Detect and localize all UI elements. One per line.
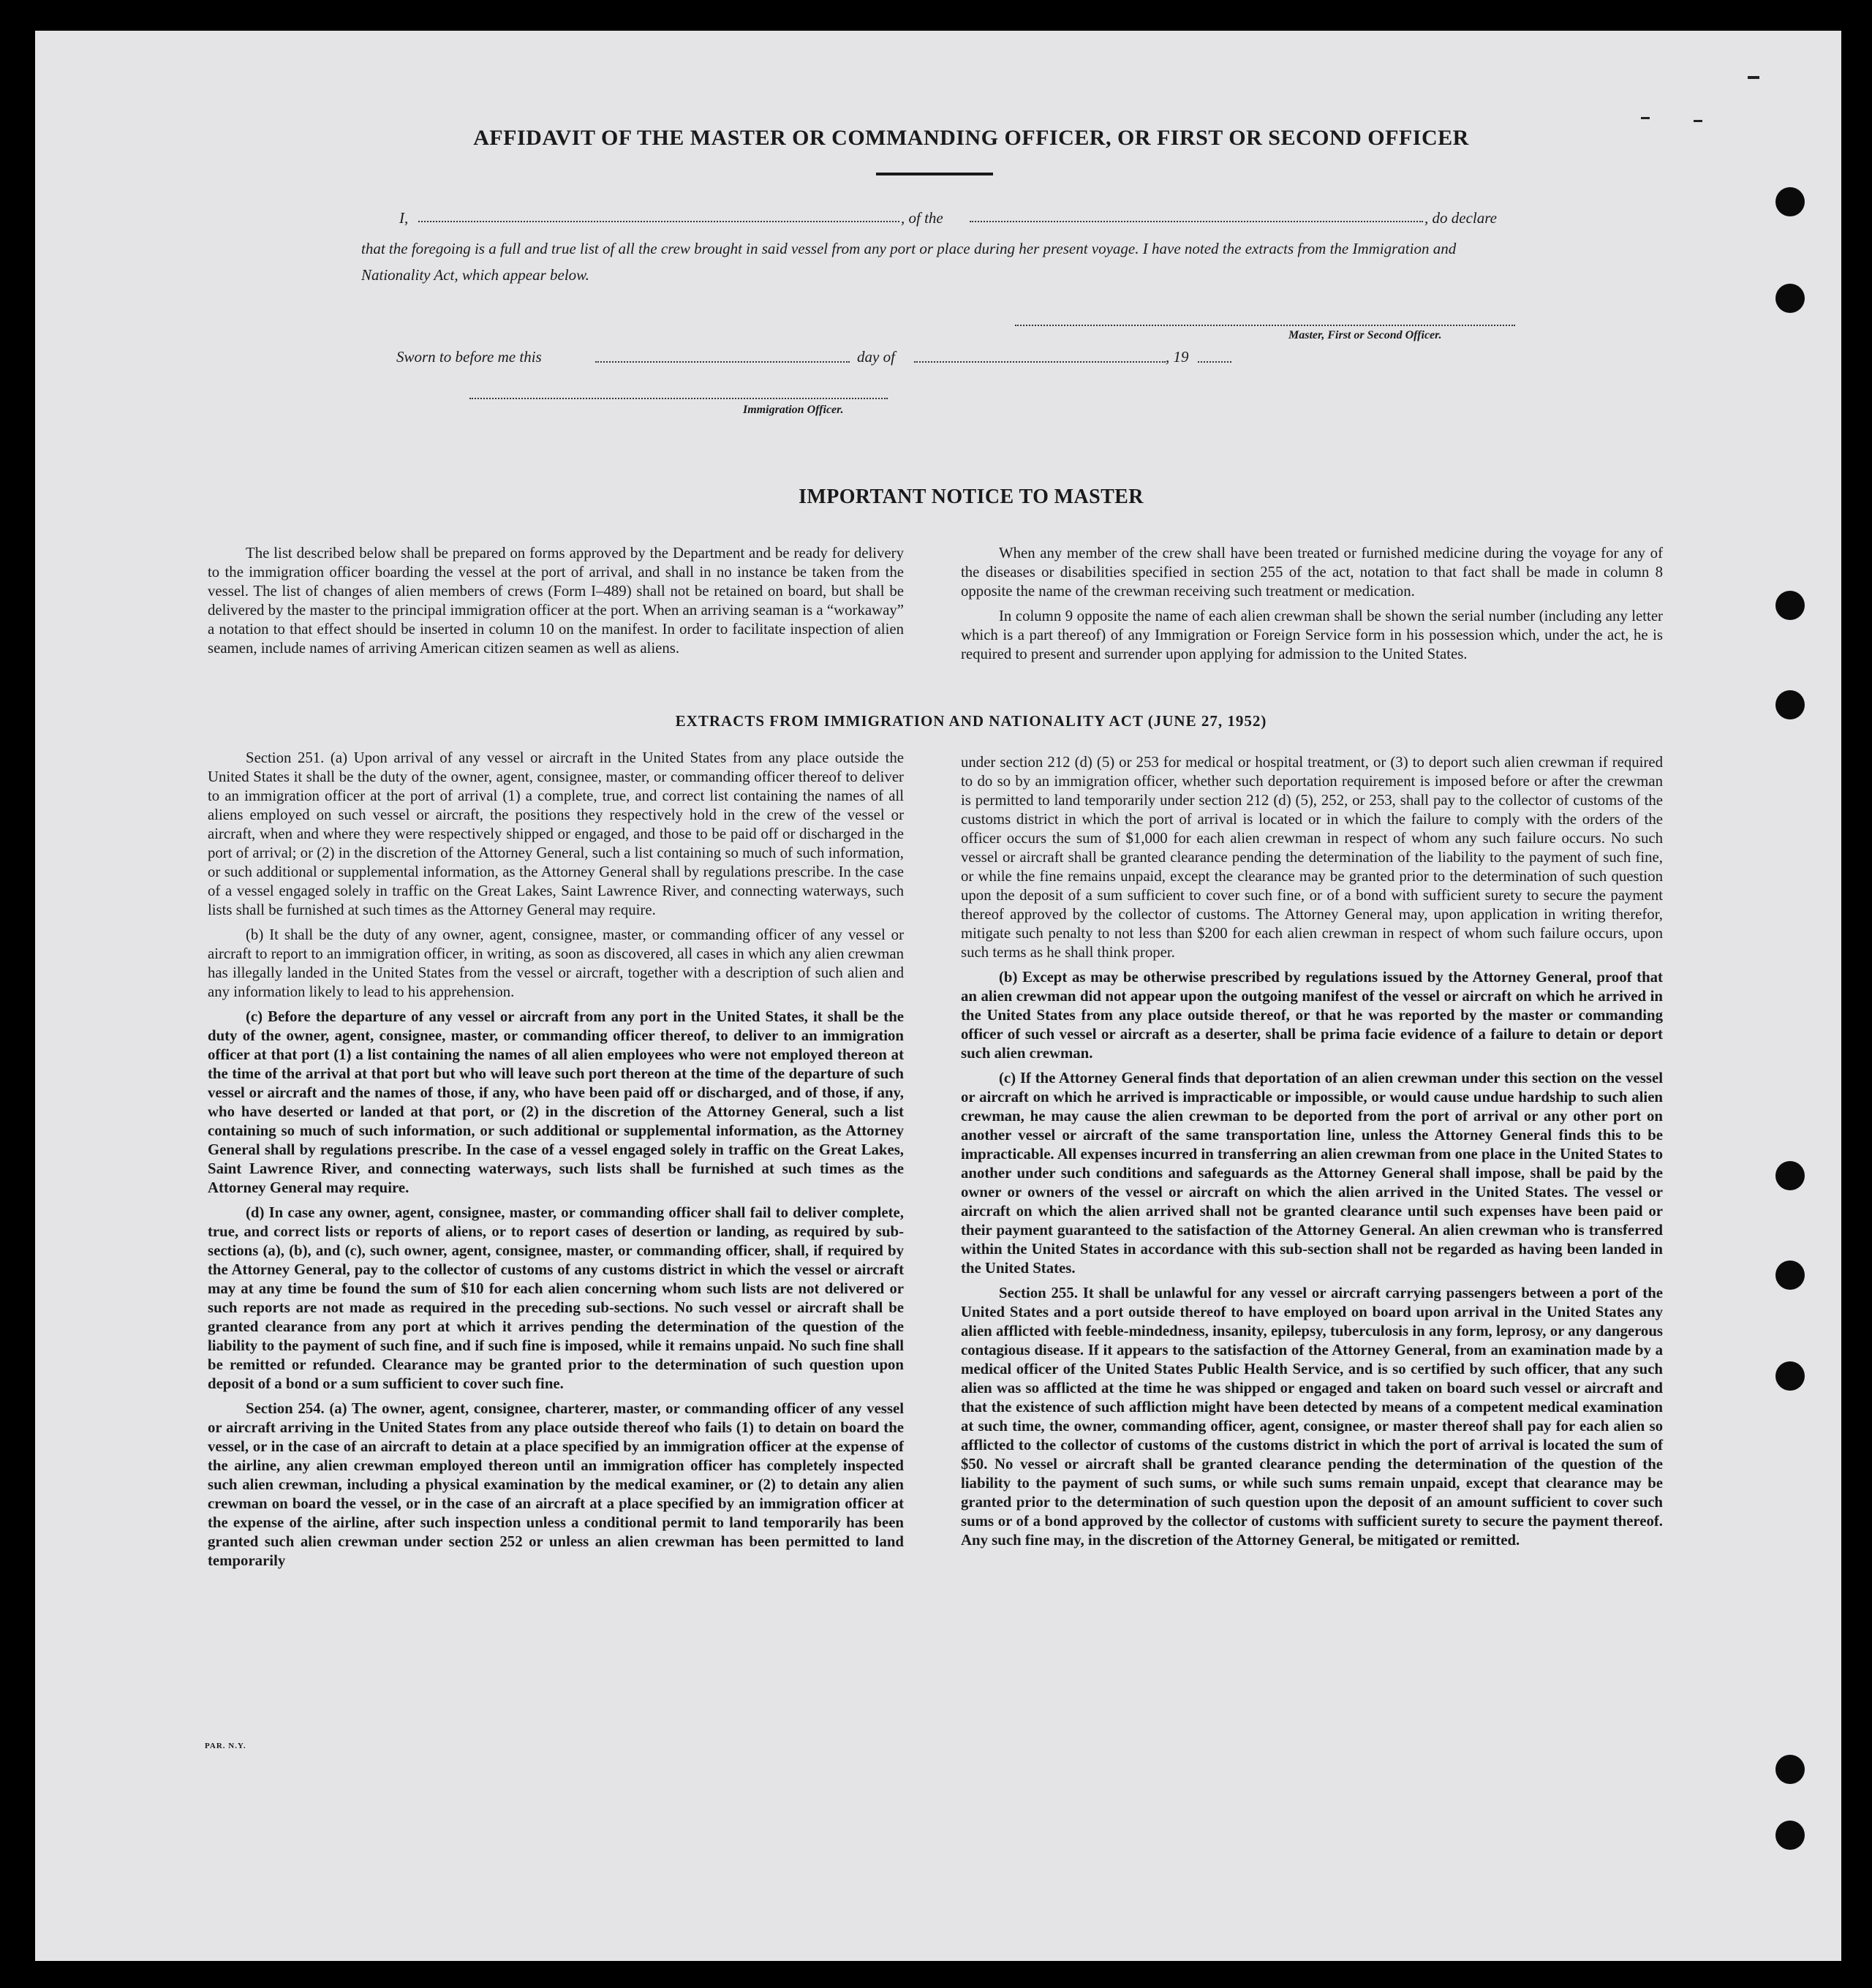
section-251d: (d) In case any owner, agent, consignee, master, or commanding officer shall fail to deliver complete, true, and correct lists or reports of aliens, or to report cases of desertion or landing, as required by sub-sections (a), (b), and (c), such owner, agent, consignee, master, or commanding officer, shall, if required by the Attorney General, pay to the collector of customs of any customs district in which the vessel or aircraft may at any time be found the sum of $10 for each alien concerning whom such lists are not delivered or such reports are not made as required in the preceding sub-sections. No such vessel or aircraft shall be granted clearance from any port at which it arrives pending the determination of the question of the liability to the payment of such fine, and if such fine is imposed, while it remains unpaid. No such fine shall be remitted or refunded. Clearance may be granted prior to the determination of such question upon deposit of a bond or a sum sufficient to cover such fine. (208, 1204, 904, 1392)
scan-mark (1694, 120, 1702, 122)
page-title: AFFIDAVIT OF THE MASTER OR COMMANDING OFFICER, OR FIRST OR SECOND OFFICER (473, 126, 1469, 150)
sworn-month-field[interactable] (914, 361, 1166, 363)
extracts-left-column (208, 749, 904, 1576)
binder-hole (1775, 1161, 1805, 1190)
section-254b: (b) Except as may be otherwise prescribed by regulations issued by the Attorney General, proof that an alien crewman did not appear upon the outgoing manifest of the vessel or aircraft on which he arrived in the United States from any place outside thereof, or that he was reported by the master or commanding officer of such vessel or aircraft as a deserter, shall be prima facie evidence of a failure to detain or deport such alien crewman. (961, 969, 1663, 1062)
sworn-year-field[interactable] (1198, 361, 1231, 363)
year-label: , 19 (1166, 348, 1189, 366)
binder-hole (1775, 1821, 1805, 1850)
notice-right-column (961, 544, 1663, 670)
of-the-label: , of the (901, 209, 943, 227)
binder-hole (1775, 1361, 1805, 1391)
binder-hole (1775, 1755, 1805, 1784)
section-255: Section 255. It shall be unlawful for any vessel or aircraft carrying passengers between a port of the United States and a port outside thereof to have employed on board upon arrival in the United States any alien afflicted with feeble-mindedness, insanity, epilepsy, tuberculosis in any form, leprosy, or any dangerous contagious disease. If it appears to the satisfaction of the Attorney General, from an examination made by a medical officer of the United States Public Health Service, and is so certified by such officer, that any such alien was so afflicted at the time he was shipped or engaged and taken on board such vessel or aircraft and that the existence of such affliction might have been detected by means of a competent medical examination at such time, the owner, commanding officer, agent, consignee, or master thereof shall pay for each alien so afflicted to the collector of customs of the customs district in which the port of arrival is located the sum of $50. No vessel or aircraft shall be granted clearance pending the determination of the question of the liability to the payment of such sums, or while such sums remain unpaid, except that clearance may be granted prior to the determination of such question upon the deposit of an amount sufficient to cover such sums or of a bond approved by the collector of customs with sufficient surety to secure the payment thereof. Any such fine may, in the discretion of the Attorney General, be mitigated or remitted. (961, 1285, 1663, 1549)
section-251a: Section 251. (a) Upon arrival of any vessel or aircraft in the United States from any place outside the United States it shall be the duty of the owner, agent, consignee, master, or commanding officer thereof to deliver to an immigration officer at the port of arrival (1) a complete, true, and correct list containing the names of all aliens employed on such vessel or aircraft, the positions they respectively hold in the crew of the vessel or aircraft, when and where they were respectively shipped or engaged, and those to be paid off or discharged in the port of arrival; or (2) in the discretion of the Attorney General, such a list containing so much of such information, or such additional or supplemental information, as the Attorney General shall by regulations prescribe. In the case of a vessel engaged solely in traffic on the Great Lakes, Saint Lawrence River, and connecting waterways, such lists shall be furnished at such times as the Attorney General may require. (208, 749, 904, 918)
binder-hole (1775, 284, 1805, 313)
sworn-day-field[interactable] (595, 361, 850, 363)
section-251b: (b) It shall be the duty of any owner, agent, consignee, master, or commanding officer of any vessel or aircraft to report to an immigration officer, in writing, as soon as discovered, all cases in which any alien crewman has illegally landed in the United States from the vessel or aircraft, together with a description of such alien and any information likely to lead to his apprehension. (208, 926, 904, 1000)
affidavit-i-label: I, (399, 209, 409, 227)
section-254c: (c) If the Attorney General finds that deportation of an alien crewman under this section on the vessel or aircraft on which he arrived is impracticable or impossible, or would cause undue hardship to such alien crewman, he may cause the alien crewman to be deported from the port of arrival or any other port on another vessel or aircraft of the same transportation line, unless the Attorney General finds this to be impracticable. All expenses incurred in transferring an alien crewman from one place in the United States to another under such conditions and safeguards as the Attorney General shall impose, shall be paid by the owner or owners of the vessel or aircraft on which the alien arrived in the United States. The vessel or aircraft on which the alien arrived shall not be granted clearance until such expenses have been paid or their payment guaranteed to the satisfaction of the Attorney General. An alien crewman who is transferred within the United States in accordance with this sub-section shall not be regarded as having been landed in the United States. (961, 1070, 1663, 1277)
sworn-label: Sworn to before me this (396, 348, 542, 366)
notice-left-column (208, 544, 904, 664)
officer-signature-field[interactable] (469, 398, 888, 399)
vessel-field[interactable] (970, 221, 1423, 222)
title-rule (876, 173, 993, 175)
section-254a: Section 254. (a) The owner, agent, consignee, charterer, master, or commanding officer of any vessel or aircraft arriving in the United States from any place outside thereof who fails (1) to detain on board the vessel, or in the case of an aircraft to detain at a place specified by an immigration officer at the expense of the airline, any alien crewman employed thereon until an immigration officer has completely inspected such alien crewman, including a physical examination by the medical examiner, or (2) to detain any alien crewman on board the vessel, or in the case of an aircraft at a place specified by an immigration officer at the expense of the airline, after such inspection unless a conditional permit to land temporarily has been granted such alien crewman under section 252 or unless an alien crewman has been permitted to land temporarily (208, 1400, 904, 1569)
day-of-label: day of (857, 348, 895, 366)
master-signature-label: Master, First or Second Officer. (1288, 329, 1442, 341)
master-signature-field[interactable] (1015, 325, 1515, 326)
binder-hole (1775, 1261, 1805, 1290)
extracts-heading: EXTRACTS FROM IMMIGRATION AND NATIONALITY ACT (JUNE 27, 1952) (675, 712, 1267, 730)
printer-mark: PAR. N.Y. (205, 1742, 246, 1750)
declaration-text: that the foregoing is a full and true list of all the crew brought in said vessel from any port or place during her present voyage. I have noted the extracts from the Immigration and Nationality Act, which appear below. (361, 240, 1457, 284)
scan-mark (1641, 117, 1650, 119)
binder-hole (1775, 187, 1805, 216)
notice-paragraph: In column 9 opposite the name of each alien crewman shall be shown the serial number (including any letter which is a part thereof) of any Immigration or Foreign Service form in his possession which, under the act, he is required to present and surrender upon applying for admission to the United States. (961, 608, 1663, 662)
notice-paragraph: The list described below shall be prepared on forms approved by the Department and be ready for delivery to the immigration officer boarding the vessel at the port of arrival, and shall in no instance be taken from the vessel. The list of changes of alien members of crews (Form I–489) shall not be retained on board, but shall be delivered by the master to the principal immigration officer at the port. When an arriving seaman is a “workaway” a notation to that effect should be inserted in column 10 on the manifest. In order to facilitate inspection of alien seamen, include names of arriving American citizen seamen as well as aliens. (208, 545, 904, 657)
section-251c: (c) Before the departure of any vessel or aircraft from any port in the United States, it shall be the duty of the owner, agent, consignee, master, or commanding officer thereof, to deliver to an immigration officer at that port (1) a list containing the names of all alien employees who were not employed thereon at the time of the arrival at that port but who will leave such port thereon at the time of the departure of such vessel or aircraft and the names of those, if any, who have been paid off or discharged, and of those, if any, who have deserted or landed at that port, or (2) in the discretion of the Attorney General, such a list containing so much of such information, or such additional or supplemental information, as the Attorney General shall by regulations prescribe. In the case of a vessel engaged solely in traffic on the Great Lakes, Saint Lawrence River, and connecting waterways, such lists shall be furnished at such times as the Attorney General may require. (208, 1008, 904, 1196)
section-254a-cont: under section 212 (d) (5) or 253 for medical or hospital treatment, or (3) to deport such alien crewman if required to do so by an immigration officer, whether such deportation requirement is imposed before or after the crewman is permitted to land temporarily under section 212 (d) (5), 252, or 253, shall pay to the collector of customs of the customs district in which the port of arrival is located or in which the failure to comply with the orders of the officer occurs the sum of $1,000 for each alien crewman in respect of whom any such failure occurs. No such vessel or aircraft shall be granted clearance pending the determination of the liability to the payment of such fine, or while the fine remains unpaid, except the clearance may be granted prior to the determination of such question upon the deposit of a sum sufficient to cover such fine, or of a bond with sufficient surety to secure the payment thereof approved by the collector of customs. The Attorney General may, upon application in writing therefor, mitigate such penalty to not less than $200 for each alien crewman in respect of whom such failure occurs, upon such terms as he shall think proper. (961, 754, 1663, 961)
notice-paragraph: When any member of the crew shall have been treated or furnished medicine during the voyage for any of the diseases or disabilities specified in section 255 of the act, notation to that fact shall be made in column 8 opposite the name of the crewman receiving such treatment or medication. (961, 545, 1663, 600)
officer-signature-label: Immigration Officer. (743, 404, 844, 416)
name-field[interactable] (418, 221, 899, 222)
extracts-right-column (961, 753, 1663, 1556)
binder-hole (1775, 591, 1805, 620)
do-declare-label: , do declare (1424, 209, 1497, 227)
scan-mark (1748, 76, 1759, 79)
notice-heading: IMPORTANT NOTICE TO MASTER (799, 485, 1144, 508)
